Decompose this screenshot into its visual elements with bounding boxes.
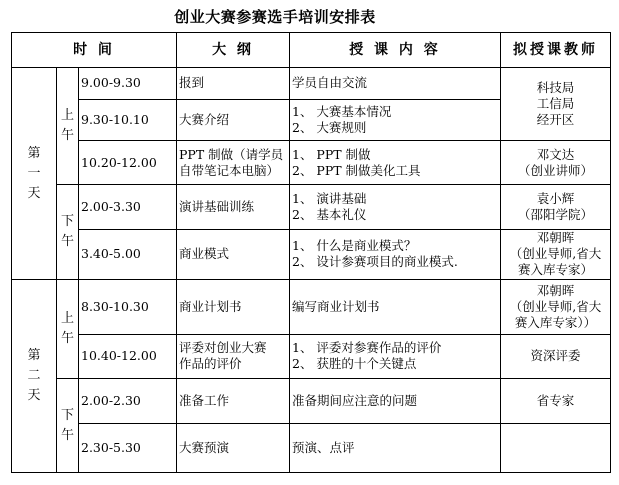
outline-cell: 商业计划书 (177, 280, 290, 334)
content-cell: 1、 什么是商业模式？ 2、 设计参赛项目的商业模式. (290, 229, 501, 279)
table-row (12, 379, 611, 424)
page-title: 创业大赛参赛选手培训安排表 (174, 8, 376, 26)
content-cell: 编写商业计划书 (290, 280, 501, 334)
content-cell: 准备期间应注意的问题 (290, 379, 501, 424)
content-cell: 1、 评委对参赛作品的评价 2、 获胜的十个关键点 (290, 334, 501, 378)
table-row (12, 185, 611, 229)
teacher-cell: 邓文达 （创业讲师） (501, 140, 611, 184)
time-cell: 2.00-2.30 (79, 379, 177, 424)
time-cell: 9.30-10.10 (79, 99, 177, 140)
header-teacher: 拟授课教师 (501, 33, 611, 68)
time-cell: 10.40-12.00 (79, 334, 177, 378)
day-cell: 第一天 (12, 68, 57, 280)
table-row (12, 424, 611, 473)
teacher-cell: 邓朝晖 （创业导师,省大 赛入库专家） (501, 229, 611, 279)
half-cell: 上午 (57, 68, 79, 185)
time-cell: 8.30-10.30 (79, 280, 177, 334)
table-row (12, 68, 611, 99)
table-row (12, 229, 611, 279)
time-cell: 9.00-9.30 (79, 68, 177, 99)
header-outline: 大 纲 (177, 33, 290, 68)
outline-cell: 演讲基础训练 (177, 185, 290, 229)
header-content: 授 课 内 容 (290, 33, 501, 68)
content-cell: 预演、点评 (290, 424, 501, 473)
table-row (12, 334, 611, 378)
time-cell: 3.40-5.00 (79, 229, 177, 279)
outline-cell: 评委对创业大赛 作品的评价 (177, 334, 290, 378)
teacher-cell: 资深评委 (501, 334, 611, 378)
content-cell: 1、 演讲基础 2、 基本礼仪 (290, 185, 501, 229)
teacher-cell: 科技局 工信局 经开区 (501, 68, 611, 141)
outline-cell: 报到 (177, 68, 290, 99)
time-cell: 10.20-12.00 (79, 140, 177, 184)
teacher-cell: 邓朝晖 （创业导师,省大 赛入库专家）） (501, 280, 611, 334)
teacher-cell (501, 424, 611, 473)
time-cell: 2.00-3.30 (79, 185, 177, 229)
table-row (12, 280, 611, 334)
teacher-cell: 省专家 (501, 379, 611, 424)
content-cell: 1、 大赛基本情况 2、 大赛规则 (290, 99, 501, 140)
day-cell: 第二天 (12, 280, 57, 473)
time-cell: 2.30-5.30 (79, 424, 177, 473)
content-cell: 学员自由交流 (290, 68, 501, 99)
half-cell: 上午 (57, 280, 79, 379)
outline-cell: 大赛预演 (177, 424, 290, 473)
teacher-cell: 袁小辉 （邵阳学院） (501, 185, 611, 229)
outline-cell: 商业模式 (177, 229, 290, 279)
table-header-row (12, 33, 611, 68)
half-cell: 下午 (57, 379, 79, 473)
half-cell: 下午 (57, 185, 79, 280)
schedule-table (11, 32, 611, 473)
outline-cell: PPT 制做（请学员 自带笔记本电脑） (177, 140, 290, 184)
header-time: 时 间 (12, 33, 177, 68)
outline-cell: 准备工作 (177, 379, 290, 424)
content-cell: 1、 PPT 制做 2、 PPT 制做美化工具 (290, 140, 501, 184)
outline-cell: 大赛介绍 (177, 99, 290, 140)
table-row (12, 140, 611, 184)
